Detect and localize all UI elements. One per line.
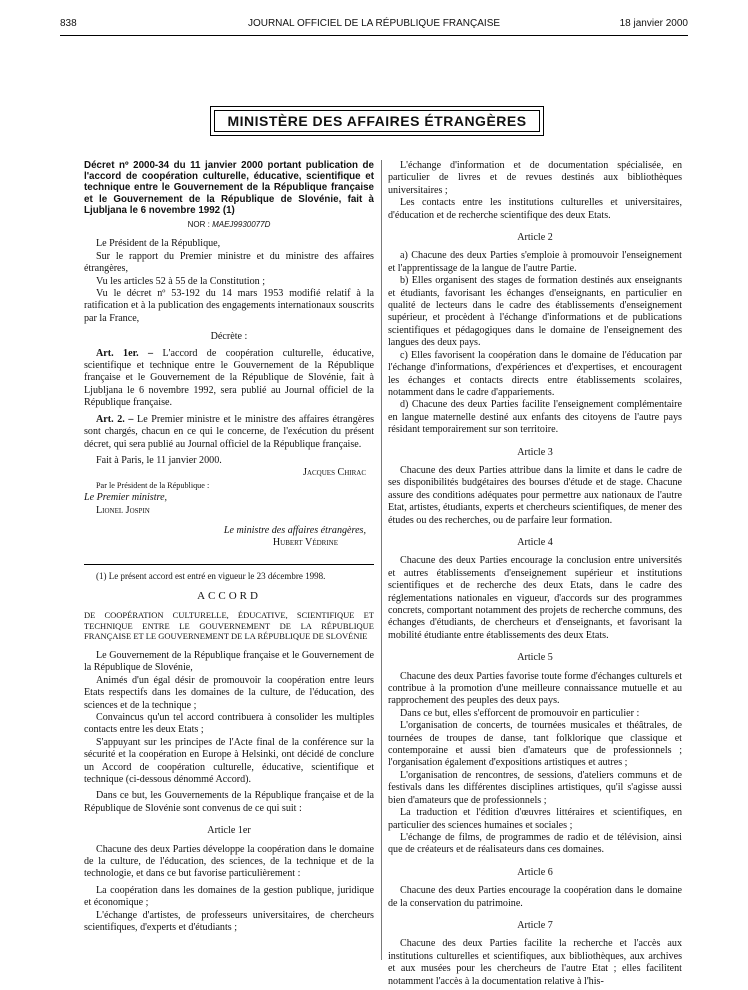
accord-heading: ACCORD bbox=[197, 589, 261, 602]
header-rule bbox=[60, 35, 688, 36]
preamble-para: Animés d'un égal désir de promouvoir la coopération entre leurs Etats respectifs dans les domaines de la culture, de l'éducation, des sciences et de la technique ; bbox=[84, 674, 374, 711]
article-5-para: L'organisation de rencontres, de sessions, d'ateliers communs et de festivals dans les différentes disciplines artistiques, qu'il s'agisse aussi bien d'amateurs que de professionnels ; bbox=[388, 769, 682, 806]
right-column bbox=[388, 160, 682, 988]
nor-label: NOR : bbox=[187, 220, 210, 230]
art2-label: Art. 2. – bbox=[96, 413, 134, 425]
mae-name: Hubert Védrine bbox=[272, 537, 338, 549]
article-2-para: a) Chacune des deux Parties s'emploie à promouvoir l'enseignement et l'apprentissage de la langue de l'autre Partie. bbox=[388, 250, 682, 274]
decree-para: Vu les articles 52 à 55 de la Constitution ; bbox=[96, 275, 265, 287]
pm-title: Le Premier ministre, bbox=[84, 492, 168, 504]
article-7-para: Chacune des deux Parties facilite la recherche et l'accès aux institutions culturelles et scientifiques, aux bibliothèques, aux archives et aux musées pour les chercheurs de l'autre Etat ; elles facilitent notamment l'accès à la documentation relative à l'his- bbox=[388, 938, 682, 987]
done-line: Fait à Paris, le 11 janvier 2000. bbox=[96, 454, 222, 466]
nor-line bbox=[84, 219, 374, 231]
art2-text: Le Premier ministre et le ministre des affaires étrangères sont chargés, chacun en ce qui le concerne, de l'exécution du présent décret, qui sera publié au Journal officiel de la République française. bbox=[84, 413, 374, 450]
mae-title: Le ministre des affaires étrangères, bbox=[223, 524, 366, 536]
decree-article-2 bbox=[84, 414, 374, 451]
article-5-para: L'organisation de concerts, de tournées musicales et théâtrales, de tournées de troupes de danse, tant folklorique que classique et contemporaine et aussi bien d'amateurs que de professionnels ; l'organisation également d'expositions artistiques et autres ; bbox=[388, 720, 682, 769]
article-6-heading: Article 6 bbox=[517, 866, 553, 878]
article-7-heading: Article 7 bbox=[517, 919, 553, 931]
article-1-para: Chacune des deux Parties développe la coopération dans le domaine de la culture, de l'éducation, des sciences, de la technique et de la technologie, et dans ce but favorise particulièrement : bbox=[84, 843, 374, 880]
preamble-para: Convaincus qu'un tel accord contribuera à consolider les multiples contacts entre les deux Etats ; bbox=[84, 711, 374, 736]
article-5-heading: Article 5 bbox=[517, 652, 553, 664]
decree-title: Décret nº 2000-34 du 11 janvier 2000 portant publication de l'accord de coopération culturelle, éducative, scientifique et technique entre le Gouvernement de la République française et le Gouvernement de la République de Slovénie, fait à Ljubljana le 6 novembre 1992 (1) bbox=[84, 160, 374, 216]
article-4-heading: Article 4 bbox=[517, 536, 553, 548]
footnote: (1) Le présent accord est entré en vigueur le 23 décembre 1998. bbox=[96, 570, 326, 581]
page-header bbox=[60, 18, 688, 32]
decree-para: Sur le rapport du Premier ministre et du ministre des affaires étrangères, bbox=[84, 250, 374, 275]
article-1-heading: Article 1er bbox=[207, 825, 251, 837]
article-4-para: Chacune des deux Parties encourage la conclusion entre universités et autres établissements d'enseignement supérieur et institutions scientifiques et de recherche des deux Etats, dans le cadre des réglementations nationales en vigueur, d'accords sur des programmes concrets, comportant notamment des projets de recherche communs, des échanges d'étudiants, de chercheurs et d'enseignants, et favorisant la mobilité étudiante entre établissements des deux Etats. bbox=[388, 555, 682, 641]
journal-title: JOURNAL OFFICIEL DE LA RÉPUBLIQUE FRANÇAISE bbox=[247, 18, 501, 29]
article-2-para: b) Elles organisent des stages de formation destinés aux enseignants et étudiants, favorisant les échanges d'enseignants, en particulier en qualité de lecteurs dans le cadre des établissements d'enseignement supérieur, et procèdent à l'échange d'informations et de publications scientifiques et pédagogiques dans le domaine de l'enseignement des langues des deux pays. bbox=[388, 275, 682, 349]
art1-text: L'accord de coopération culturelle, éducative, scientifique et technique entre le Gouvernement de la République française et le Gouvernement de la République de Slovénie, fait à Ljubljana le 6 novembre 1992, sera publié au Journal officiel de la République française. bbox=[84, 347, 374, 409]
article-2-heading: Article 2 bbox=[517, 232, 553, 244]
decree-para: Le Président de la République, bbox=[96, 238, 221, 250]
preamble-para: Le Gouvernement de la République française et le Gouvernement de la République de Slovénie, bbox=[84, 649, 374, 674]
article-1-para: La coopération dans les domaines de la gestion publique, juridique et économique ; bbox=[84, 884, 374, 909]
left-column bbox=[84, 160, 374, 934]
art1-label: Art. 1er. – bbox=[96, 347, 154, 359]
column-divider bbox=[381, 160, 382, 960]
preamble-para: Dans ce but, les Gouvernements de la République française et de la République de Slovénie sont convenus de ce qui suit : bbox=[84, 790, 374, 814]
article-1-para: L'échange d'artistes, de professeurs universitaires, de chercheurs scientifiques, d'experts et d'étudiants ; bbox=[84, 909, 374, 934]
article-6-para: Chacune des deux Parties encourage la coopération dans le domaine de la conservation du patrimoine. bbox=[388, 885, 682, 909]
article-3-para: Chacune des deux Parties attribue dans la limite et dans le cadre de ses disponibilités budgétaires des bourses d'étude et de stage. Chacune assure des conditions adéquates pour permettre aux nationaux de l'autre Etat, artistes, étudiants, experts et chercheurs scientifiques, de mener des études ou des recherches, ou de parfaire leur formation. bbox=[388, 464, 682, 526]
pm-name: Lionel Jospin bbox=[96, 504, 150, 516]
decree-article-1 bbox=[84, 348, 374, 410]
article-5-para: La traduction et l'édition d'œuvres littéraires et scientifiques, en particulier des sciences humaines et sociales ; bbox=[388, 807, 682, 831]
article-1-para: L'échange d'information et de documentation spécialisée, en particulier de livres et de revues destinés aux bibliothèques universitaires ; bbox=[388, 160, 682, 196]
article-2-para: d) Chacune des deux Parties facilite l'enseignement complémentaire en langue maternelle destiné aux enfants des citoyens de l'autre pays résidant temporairement sur son territoire. bbox=[388, 399, 682, 436]
article-1-para: Les contacts entre les institutions culturelles et universitaires, d'éducation et de recherche scientifique des deux Etats. bbox=[388, 197, 682, 221]
president-signature: Jacques Chirac bbox=[303, 467, 366, 479]
preamble-para: S'appuyant sur les principes de l'Acte final de la conférence sur la sécurité et la coopération en Europe à Helsinki, ont décidé de conclure un Accord de coopération culturelle, éducative, scientifique et technique (ci-dessous dénommé Accord). bbox=[84, 736, 374, 786]
article-5-para: Dans ce but, elles s'efforcent de promouvoir en particulier : bbox=[400, 707, 640, 719]
decrete-label: Décrète : bbox=[210, 331, 248, 343]
ministry-title: MINISTÈRE DES AFFAIRES ÉTRANGÈRES bbox=[214, 110, 540, 132]
article-5-para: L'échange de films, de programmes de radio et de télévision, ainsi que de créateurs et de réalisateurs dans ces domaines. bbox=[388, 831, 682, 856]
nor-code: MAEJ9930077D bbox=[212, 220, 271, 230]
article-2-para: c) Elles favorisent la coopération dans le domaine de l'éducation par l'échange d'informations, d'expériences et d'expertises, et encouragent les échanges et contacts directs entre établissements scolaires, notamment dans le cadre d'appariements. bbox=[388, 349, 682, 398]
page-number: 838 bbox=[60, 18, 77, 29]
ministry-box bbox=[210, 106, 544, 136]
article-5-para: Chacune des deux Parties favorise toute forme d'échanges culturels et contribue à la promotion d'une meilleure connaissance mutuelle et au rapprochement des peuples des deux pays. bbox=[388, 670, 682, 707]
decree-para: Vu le décret nº 53-192 du 14 mars 1953 modifié relatif à la ratification et à la publication des engagements internationaux souscrits par la France, bbox=[84, 288, 374, 324]
accord-subtitle: DE COOPÉRATION CULTURELLE, ÉDUCATIVE, SCIENTIFIQUE ET TECHNIQUE ENTRE LE GOUVERNEMENT DE LA RÉPUBLIQUE FRANÇAISE ET LE GOUVERNEMENT DE LA RÉPUBLIQUE DE SLOVÉNIE bbox=[84, 610, 374, 642]
footnote-rule bbox=[84, 564, 374, 565]
article-3-heading: Article 3 bbox=[517, 446, 553, 458]
par-le-president: Par le Président de la République : bbox=[96, 480, 210, 490]
issue-date: 18 janvier 2000 bbox=[619, 18, 688, 29]
